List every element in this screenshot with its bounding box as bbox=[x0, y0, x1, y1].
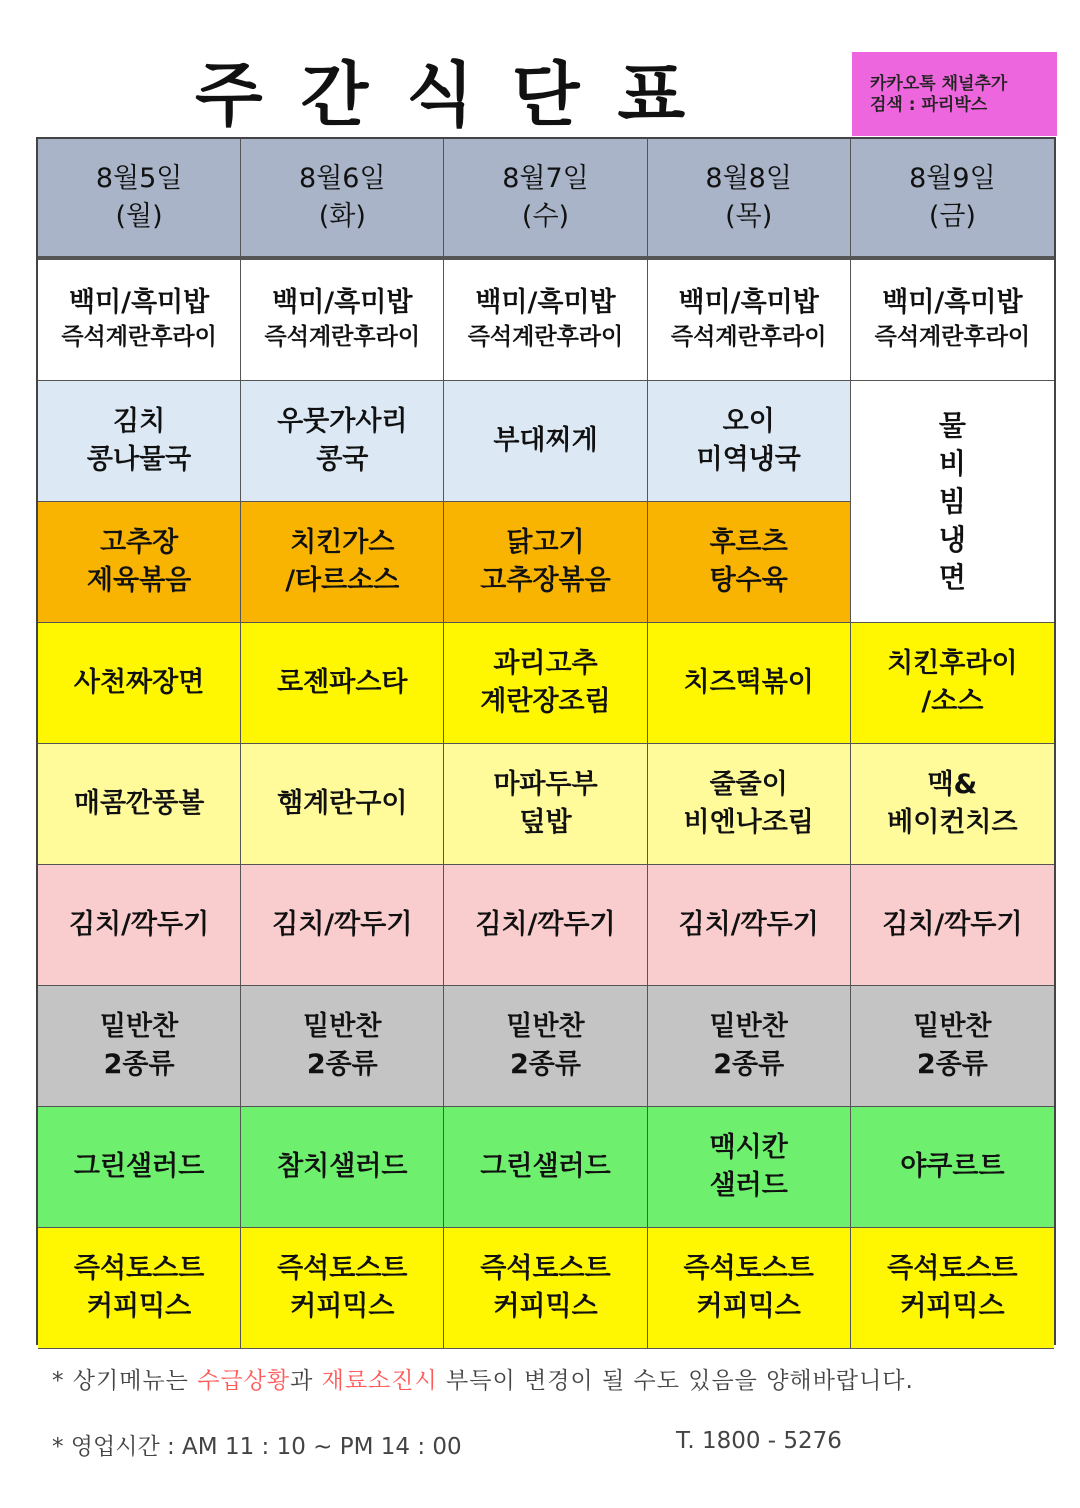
notice-suffix: 부득이 변경이 될 수도 있음을 양해바랍니다. bbox=[437, 1368, 914, 1394]
menu-item-text: 김치/깍두기 bbox=[68, 909, 210, 940]
menu-item-text: 맥시칸 bbox=[709, 1132, 788, 1163]
menu-cell bbox=[851, 744, 1054, 865]
menu-item-text: 김치/깍두기 bbox=[678, 909, 819, 940]
menu-item-text: 그린샐러드 bbox=[73, 1151, 205, 1182]
menu-item-text: 백미/흑미밥 bbox=[882, 287, 1023, 318]
menu-cell bbox=[851, 865, 1054, 986]
menu-cell bbox=[444, 260, 647, 381]
menu-cell bbox=[648, 986, 851, 1107]
menu-item-text: 우뭇가사리 bbox=[277, 406, 408, 437]
day-date: 8월8일 bbox=[705, 162, 792, 194]
day-weekday: (금) bbox=[928, 200, 976, 232]
menu-cell bbox=[444, 865, 647, 986]
menu-item-text: 덮밥 bbox=[519, 807, 572, 838]
menu-cell bbox=[241, 260, 444, 381]
day-weekday: (수) bbox=[521, 200, 570, 232]
day-header bbox=[648, 139, 851, 260]
menu-cell bbox=[648, 260, 851, 381]
menu-cell bbox=[648, 502, 851, 623]
menu-item-text: 김치/깍두기 bbox=[272, 909, 413, 940]
noodle-char: 빔 bbox=[938, 484, 966, 518]
menu-cell bbox=[241, 623, 444, 744]
menu-item-text: 즉석계란후라이 bbox=[264, 324, 421, 350]
menu-cell bbox=[648, 381, 851, 502]
menu-item-text: 2종류 bbox=[103, 1049, 175, 1080]
menu-cell bbox=[38, 260, 241, 381]
menu-item-text: 커피믹스 bbox=[900, 1291, 1005, 1322]
menu-cell bbox=[444, 381, 647, 502]
menu-item-text: 닭고기 bbox=[506, 527, 585, 558]
badge-line-2: 검색 : 파리박스 bbox=[870, 95, 988, 115]
menu-item-text: 커피믹스 bbox=[696, 1291, 801, 1322]
menu-cell bbox=[851, 1107, 1054, 1228]
menu-cell bbox=[648, 1107, 851, 1228]
day-header bbox=[241, 139, 444, 260]
menu-item-text: 비엔나조림 bbox=[683, 807, 814, 838]
menu-item-text: 2종류 bbox=[306, 1049, 378, 1080]
menu-cell bbox=[38, 1107, 241, 1228]
menu-item-text: 부대찌게 bbox=[493, 425, 598, 456]
menu-item-text: 김치 bbox=[113, 406, 166, 437]
menu-cell bbox=[241, 1107, 444, 1228]
menu-item-text: 즉석토스트 bbox=[277, 1253, 408, 1284]
menu-item-text: 사천짜장면 bbox=[73, 667, 205, 698]
menu-cell bbox=[38, 986, 241, 1107]
day-date: 8월6일 bbox=[299, 162, 386, 194]
menu-item-text: 그린샐러드 bbox=[480, 1151, 611, 1182]
menu-item-text: 로젠파스타 bbox=[277, 667, 408, 698]
menu-item-text: /타르소스 bbox=[285, 565, 400, 596]
menu-cell bbox=[38, 865, 241, 986]
menu-item-text: 마파두부 bbox=[493, 769, 598, 800]
notice-mid: 과 bbox=[290, 1368, 322, 1394]
noodle-char: 냉 bbox=[938, 522, 966, 556]
notice-highlight-supply: 수급상황 bbox=[197, 1368, 291, 1394]
menu-item-text: 고추장 bbox=[99, 527, 179, 558]
menu-cell bbox=[38, 623, 241, 744]
weekly-menu-table bbox=[36, 137, 1056, 1345]
menu-item-text: 콩국 bbox=[316, 444, 369, 475]
menu-item-text: 치킨후라이 bbox=[887, 648, 1018, 679]
menu-cell bbox=[648, 1228, 851, 1349]
menu-cell bbox=[241, 502, 444, 623]
menu-item-text: 백미/흑미밥 bbox=[678, 287, 819, 318]
menu-cell bbox=[851, 986, 1054, 1107]
menu-cell bbox=[444, 744, 647, 865]
notice-highlight-soldout: 재료소진시 bbox=[321, 1368, 438, 1394]
menu-item-text: 콩나물국 bbox=[86, 444, 192, 475]
menu-item-text: 2종류 bbox=[510, 1049, 581, 1080]
menu-item-text: 야쿠르트 bbox=[900, 1151, 1005, 1182]
menu-cell bbox=[444, 1107, 647, 1228]
menu-cell bbox=[38, 744, 241, 865]
menu-item-text: 밑반찬 bbox=[99, 1011, 179, 1042]
menu-item-text: 밑반찬 bbox=[709, 1011, 788, 1042]
badge-line-1: 카카오톡 채널추가 bbox=[870, 74, 1008, 94]
menu-change-notice bbox=[52, 1362, 914, 1395]
menu-item-text: 고추장볶음 bbox=[480, 565, 611, 596]
menu-cell bbox=[648, 623, 851, 744]
menu-item-text: 김치/깍두기 bbox=[475, 909, 616, 940]
menu-cell bbox=[38, 381, 241, 502]
menu-item-text: 밑반찬 bbox=[913, 1011, 992, 1042]
menu-item-text: 2종류 bbox=[916, 1049, 988, 1080]
menu-item-text: 즉석토스트 bbox=[683, 1253, 814, 1284]
friday-noodle-cell bbox=[851, 381, 1054, 623]
menu-item-text: 김치/깍두기 bbox=[882, 909, 1023, 940]
menu-cell bbox=[241, 381, 444, 502]
menu-item-text: 즉석계란후라이 bbox=[670, 324, 827, 350]
kakao-channel-badge bbox=[852, 52, 1057, 136]
menu-item-text: 백미/흑미밥 bbox=[272, 287, 413, 318]
day-header bbox=[851, 139, 1054, 260]
menu-item-text: 베이컨치즈 bbox=[887, 807, 1018, 838]
menu-item-text: 즉석계란후라이 bbox=[61, 324, 217, 350]
menu-cell bbox=[38, 502, 241, 623]
menu-item-text: 오이 bbox=[722, 406, 775, 437]
menu-item-text: 과리고추 bbox=[493, 648, 598, 679]
page-title: 주간식단표 bbox=[195, 54, 724, 136]
menu-item-text: 커피믹스 bbox=[290, 1291, 395, 1322]
menu-cell bbox=[241, 865, 444, 986]
menu-item-text: 제육볶음 bbox=[86, 565, 192, 596]
menu-cell bbox=[444, 1228, 647, 1349]
menu-item-text: /소스 bbox=[921, 686, 984, 717]
menu-cell bbox=[444, 623, 647, 744]
noodle-char: 물 bbox=[938, 408, 966, 442]
day-weekday: (화) bbox=[318, 200, 366, 232]
menu-item-text: 탕수육 bbox=[709, 565, 788, 596]
menu-item-text: 즉석계란후라이 bbox=[874, 324, 1031, 350]
day-date: 8월9일 bbox=[909, 162, 996, 194]
menu-item-text: 샐러드 bbox=[709, 1170, 788, 1201]
day-date: 8월7일 bbox=[502, 162, 589, 194]
menu-item-text: 맥& bbox=[927, 769, 978, 800]
day-header bbox=[444, 139, 647, 260]
menu-item-text: 미역냉국 bbox=[696, 444, 801, 475]
menu-cell bbox=[851, 1228, 1054, 1349]
menu-item-text: 즉석계란후라이 bbox=[467, 324, 624, 350]
menu-item-text: 즉석토스트 bbox=[480, 1253, 611, 1284]
menu-cell bbox=[444, 986, 647, 1107]
menu-item-text: 백미/흑미밥 bbox=[68, 287, 210, 318]
menu-item-text: 백미/흑미밥 bbox=[475, 287, 616, 318]
menu-item-text: 매콤깐풍볼 bbox=[73, 788, 205, 819]
noodle-char: 면 bbox=[938, 560, 966, 594]
menu-item-text: 밑반찬 bbox=[303, 1011, 382, 1042]
menu-item-text: 계란장조림 bbox=[480, 686, 611, 717]
menu-cell bbox=[648, 744, 851, 865]
menu-item-text: 햄계란구이 bbox=[277, 788, 408, 819]
menu-cell bbox=[851, 623, 1054, 744]
menu-item-text: 치즈떡볶이 bbox=[683, 667, 814, 698]
day-weekday: (목) bbox=[725, 200, 773, 232]
menu-cell bbox=[648, 865, 851, 986]
menu-item-text: 즉석토스트 bbox=[887, 1253, 1018, 1284]
menu-item-text: 즉석토스트 bbox=[73, 1253, 205, 1284]
business-hours: * 영업시간 : AM 11 : 10 ~ PM 14 : 00 bbox=[52, 1434, 462, 1460]
menu-cell bbox=[241, 744, 444, 865]
menu-item-text: 후르츠 bbox=[709, 527, 788, 558]
menu-cell bbox=[241, 986, 444, 1107]
menu-cell bbox=[851, 260, 1054, 381]
menu-cell bbox=[444, 502, 647, 623]
phone-number: T. 1800 - 5276 bbox=[676, 1428, 842, 1454]
day-date: 8월5일 bbox=[95, 162, 183, 194]
day-header bbox=[38, 139, 241, 260]
menu-item-text: 커피믹스 bbox=[493, 1291, 598, 1322]
menu-item-text: 커피믹스 bbox=[86, 1291, 192, 1322]
menu-cell bbox=[38, 1228, 241, 1349]
noodle-char: 비 bbox=[938, 446, 966, 480]
menu-cell bbox=[241, 1228, 444, 1349]
day-weekday: (월) bbox=[115, 200, 163, 232]
menu-item-text: 2종류 bbox=[713, 1049, 785, 1080]
menu-item-text: 참치샐러드 bbox=[277, 1151, 408, 1182]
menu-item-text: 치킨가스 bbox=[290, 527, 395, 558]
menu-item-text: 밑반찬 bbox=[506, 1011, 585, 1042]
notice-prefix: * 상기메뉴는 bbox=[52, 1368, 198, 1394]
menu-item-text: 줄줄이 bbox=[709, 769, 788, 800]
